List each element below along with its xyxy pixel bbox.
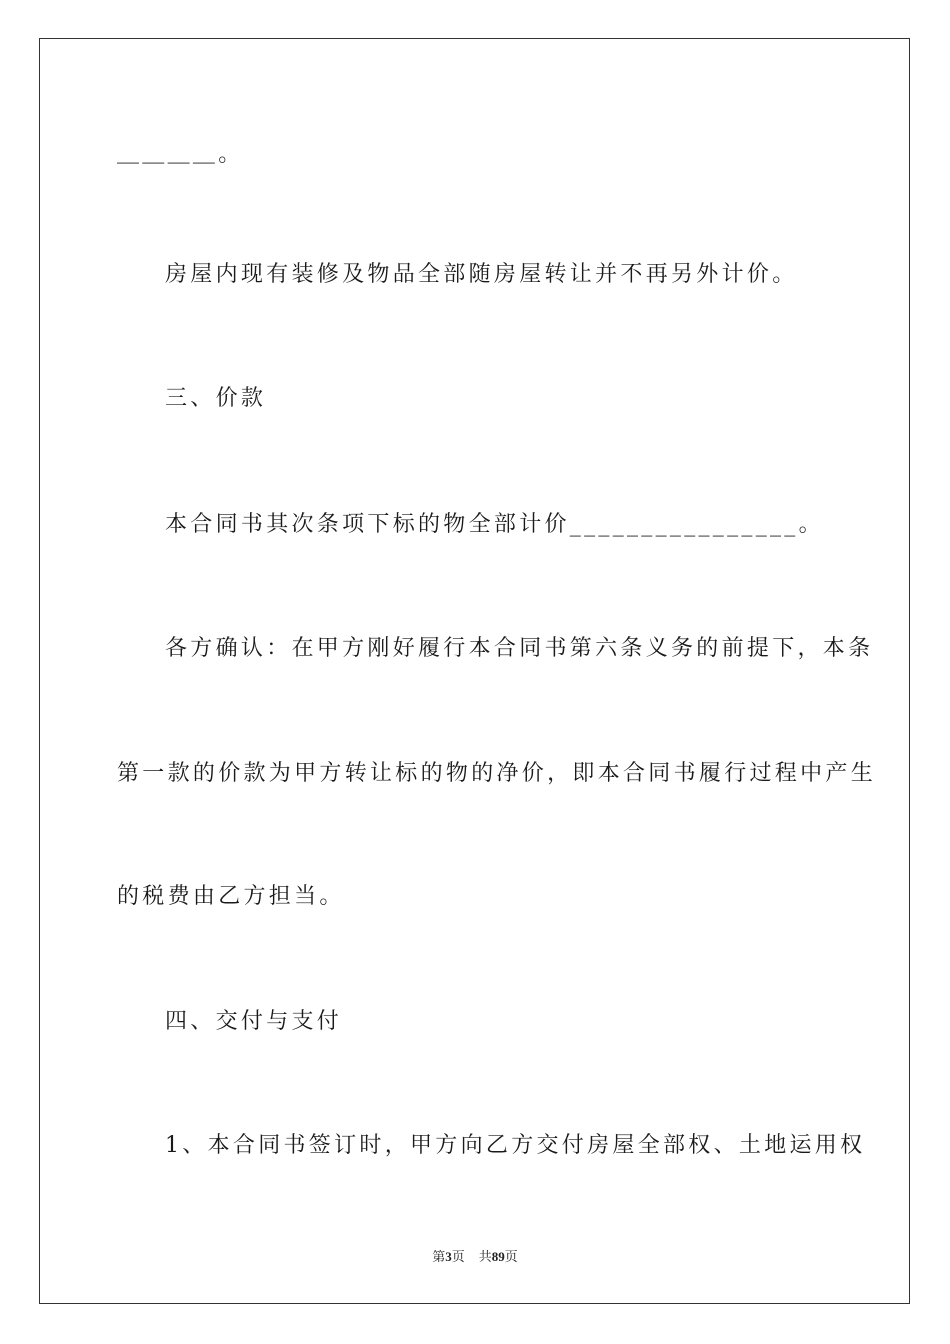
text-line-confirmation-2: 第一款的价款为甲方转让标的物的净价，即本合同书履行过程中产生 <box>117 761 877 786</box>
footer-current-page: 3 <box>445 1249 452 1264</box>
text-line-total-price: 本合同书其次条项下标的物全部计价________________。 <box>165 512 824 537</box>
footer-page-prefix: 第 <box>432 1249 446 1264</box>
text-line-blank-end: ＿＿＿＿。 <box>117 142 244 167</box>
footer-total-suffix: 页 <box>504 1249 518 1264</box>
text-line-confirmation-1: 各方确认：在甲方刚好履行本合同书第六条义务的前提下，本条 <box>165 636 874 661</box>
page-footer <box>0 1248 950 1266</box>
section-heading-delivery: 四、交付与支付 <box>165 1009 343 1034</box>
footer-total-prefix: 共 <box>478 1249 492 1264</box>
footer-total-pages: 89 <box>491 1249 505 1264</box>
text-line-furnishings: 房屋内现有装修及物品全部随房屋转让并不再另外计价。 <box>165 262 798 287</box>
page-border <box>39 38 910 1304</box>
footer-page-suffix: 页 <box>451 1249 465 1264</box>
text-line-delivery-1: 1、本合同书签订时，甲方向乙方交付房屋全部权、土地运用权 <box>165 1133 866 1158</box>
text-line-confirmation-3: 的税费由乙方担当。 <box>117 884 345 909</box>
section-heading-price: 三、价款 <box>165 386 267 411</box>
